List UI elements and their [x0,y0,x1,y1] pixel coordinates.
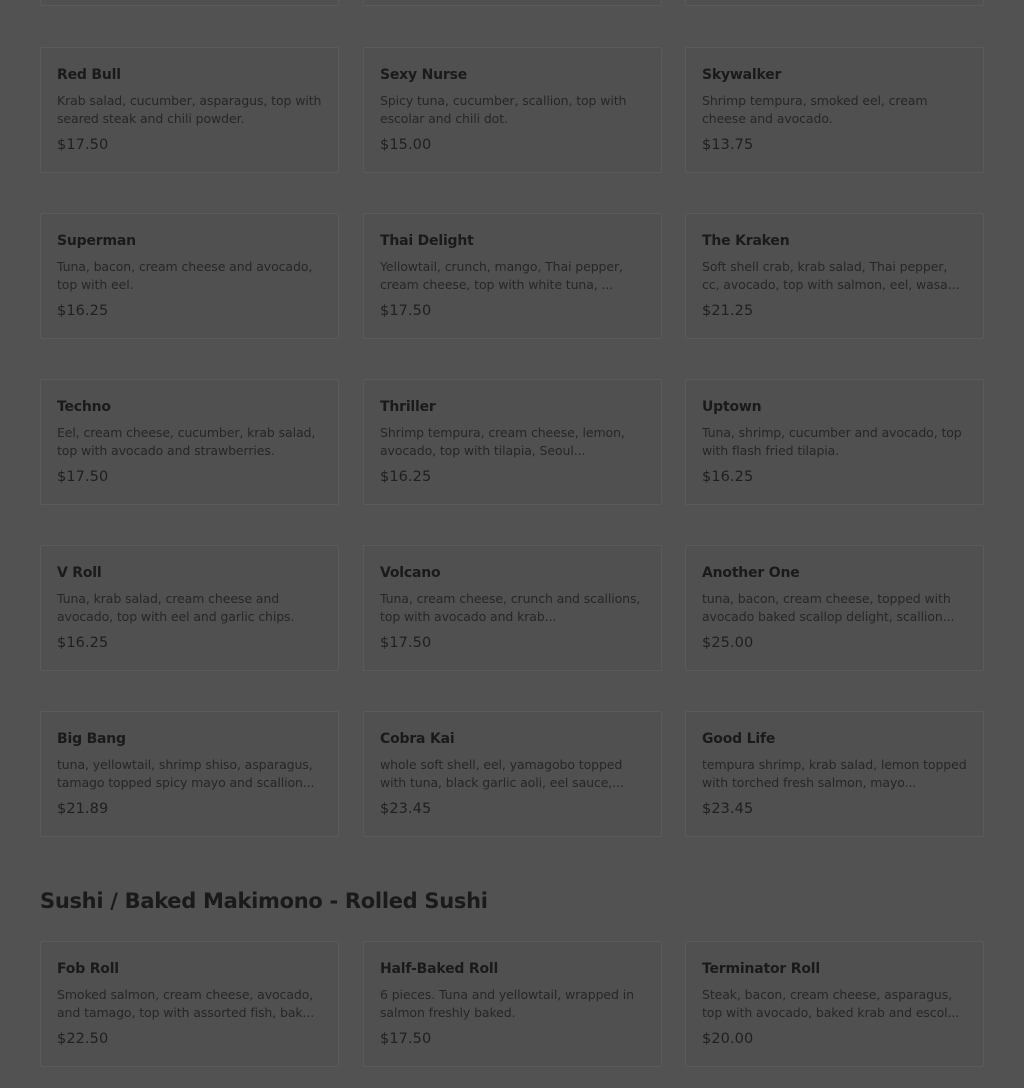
item-price: $16.25 [380,469,432,485]
item-price: $17.50 [380,635,432,651]
menu-item-card[interactable] [685,213,984,339]
menu-item-card[interactable] [363,379,662,505]
menu-item-card[interactable] [363,47,662,173]
item-description: Soft shell crab, krab salad, Thai pepper, cc, avocado, top with salmon, eel, wasa... [702,259,960,292]
item-name: Big Bang [57,731,126,747]
item-name: Techno [57,399,111,415]
menu-item-card[interactable] [40,379,339,505]
item-description: 6 pieces. Tuna and yellowtail, wrapped in salmon freshly baked. [380,987,634,1020]
item-name: The Kraken [702,233,790,249]
item-price: $13.75 [702,137,754,153]
item-name: Superman [57,233,136,249]
item-name: Fob Roll [57,961,119,977]
menu-item-card[interactable] [363,941,662,1067]
item-name: Another One [702,565,800,581]
item-description: Tuna, krab salad, cream cheese and avocado, top with eel and garlic chips. [57,591,295,624]
menu-item-card-partial[interactable] [685,0,984,6]
menu-item-card[interactable] [40,545,339,671]
item-price: $25.00 [702,635,754,651]
item-description: Spicy tuna, cucumber, scallion, top with escolar and chili dot. [380,93,627,126]
item-price: $17.50 [57,137,109,153]
item-price: $16.25 [702,469,754,485]
item-name: Red Bull [57,67,121,83]
item-name: Cobra Kai [380,731,455,747]
menu-item-card-partial[interactable] [363,0,662,6]
item-price: $17.50 [57,469,109,485]
item-price: $21.89 [57,801,109,817]
menu-item-card-partial[interactable] [40,0,339,6]
item-name: Uptown [702,399,762,415]
item-price: $17.50 [380,1031,432,1047]
item-name: Skywalker [702,67,782,83]
item-description: Shrimp tempura, cream cheese, lemon, avocado, top with tilapia, Seoul... [380,425,625,458]
item-name: V Roll [57,565,102,581]
menu-item-card[interactable] [40,213,339,339]
item-description: Eel, cream cheese, cucumber, krab salad, top with avocado and strawberries. [57,425,316,458]
menu-item-card[interactable] [40,941,339,1067]
item-price: $23.45 [702,801,754,817]
menu-item-card[interactable] [363,213,662,339]
item-price: $17.50 [380,303,432,319]
item-description: tuna, bacon, cream cheese, topped with avocado baked scallop delight, scallion... [702,591,955,624]
item-description: Tuna, cream cheese, crunch and scallions, top with avocado and krab... [380,591,641,624]
item-description: tuna, yellowtail, shrimp shiso, asparagus, tamago topped spicy mayo and scallion... [57,757,315,790]
item-description: Smoked salmon, cream cheese, avocado, and tamago, top with assorted fish, bak... [57,987,315,1020]
item-description: tempura shrimp, krab salad, lemon topped with torched fresh salmon, mayo... [702,757,967,790]
item-name: Terminator Roll [702,961,820,977]
menu-item-card[interactable] [685,711,984,837]
item-name: Thriller [380,399,436,415]
item-price: $16.25 [57,303,109,319]
item-name: Sexy Nurse [380,67,468,83]
item-price: $21.25 [702,303,754,319]
item-name: Good Life [702,731,776,747]
menu-item-card[interactable] [685,545,984,671]
item-description: Steak, bacon, cream cheese, asparagus, top with avocado, baked krab and escol... [702,987,960,1020]
item-description: Yellowtail, crunch, mango, Thai pepper, cream cheese, top with white tuna, ... [380,259,623,292]
menu-item-card[interactable] [685,47,984,173]
menu-item-card[interactable] [685,941,984,1067]
item-description: Krab salad, cucumber, asparagus, top with seared steak and chili powder. [57,93,322,126]
menu-item-card[interactable] [40,711,339,837]
item-description: Tuna, shrimp, cucumber and avocado, top with flash fried tilapia. [702,425,962,458]
menu-item-card[interactable] [40,47,339,173]
item-price: $15.00 [380,137,432,153]
item-price: $23.45 [380,801,432,817]
item-description: whole soft shell, eel, yamagobo topped with tuna, black garlic aoli, eel sauce,... [380,757,624,790]
item-name: Volcano [380,565,441,581]
item-price: $20.00 [702,1031,754,1047]
item-description: Shrimp tempura, smoked eel, cream cheese and avocado. [702,93,928,126]
item-price: $22.50 [57,1031,109,1047]
item-description: Tuna, bacon, cream cheese and avocado, top with eel. [57,259,313,292]
item-price: $16.25 [57,635,109,651]
item-name: Thai Delight [380,233,474,249]
section-title: Sushi / Baked Makimono - Rolled Sushi [40,889,488,913]
menu-item-card[interactable] [363,545,662,671]
item-name: Half-Baked Roll [380,961,499,977]
menu-item-card[interactable] [685,379,984,505]
menu-item-card[interactable] [363,711,662,837]
